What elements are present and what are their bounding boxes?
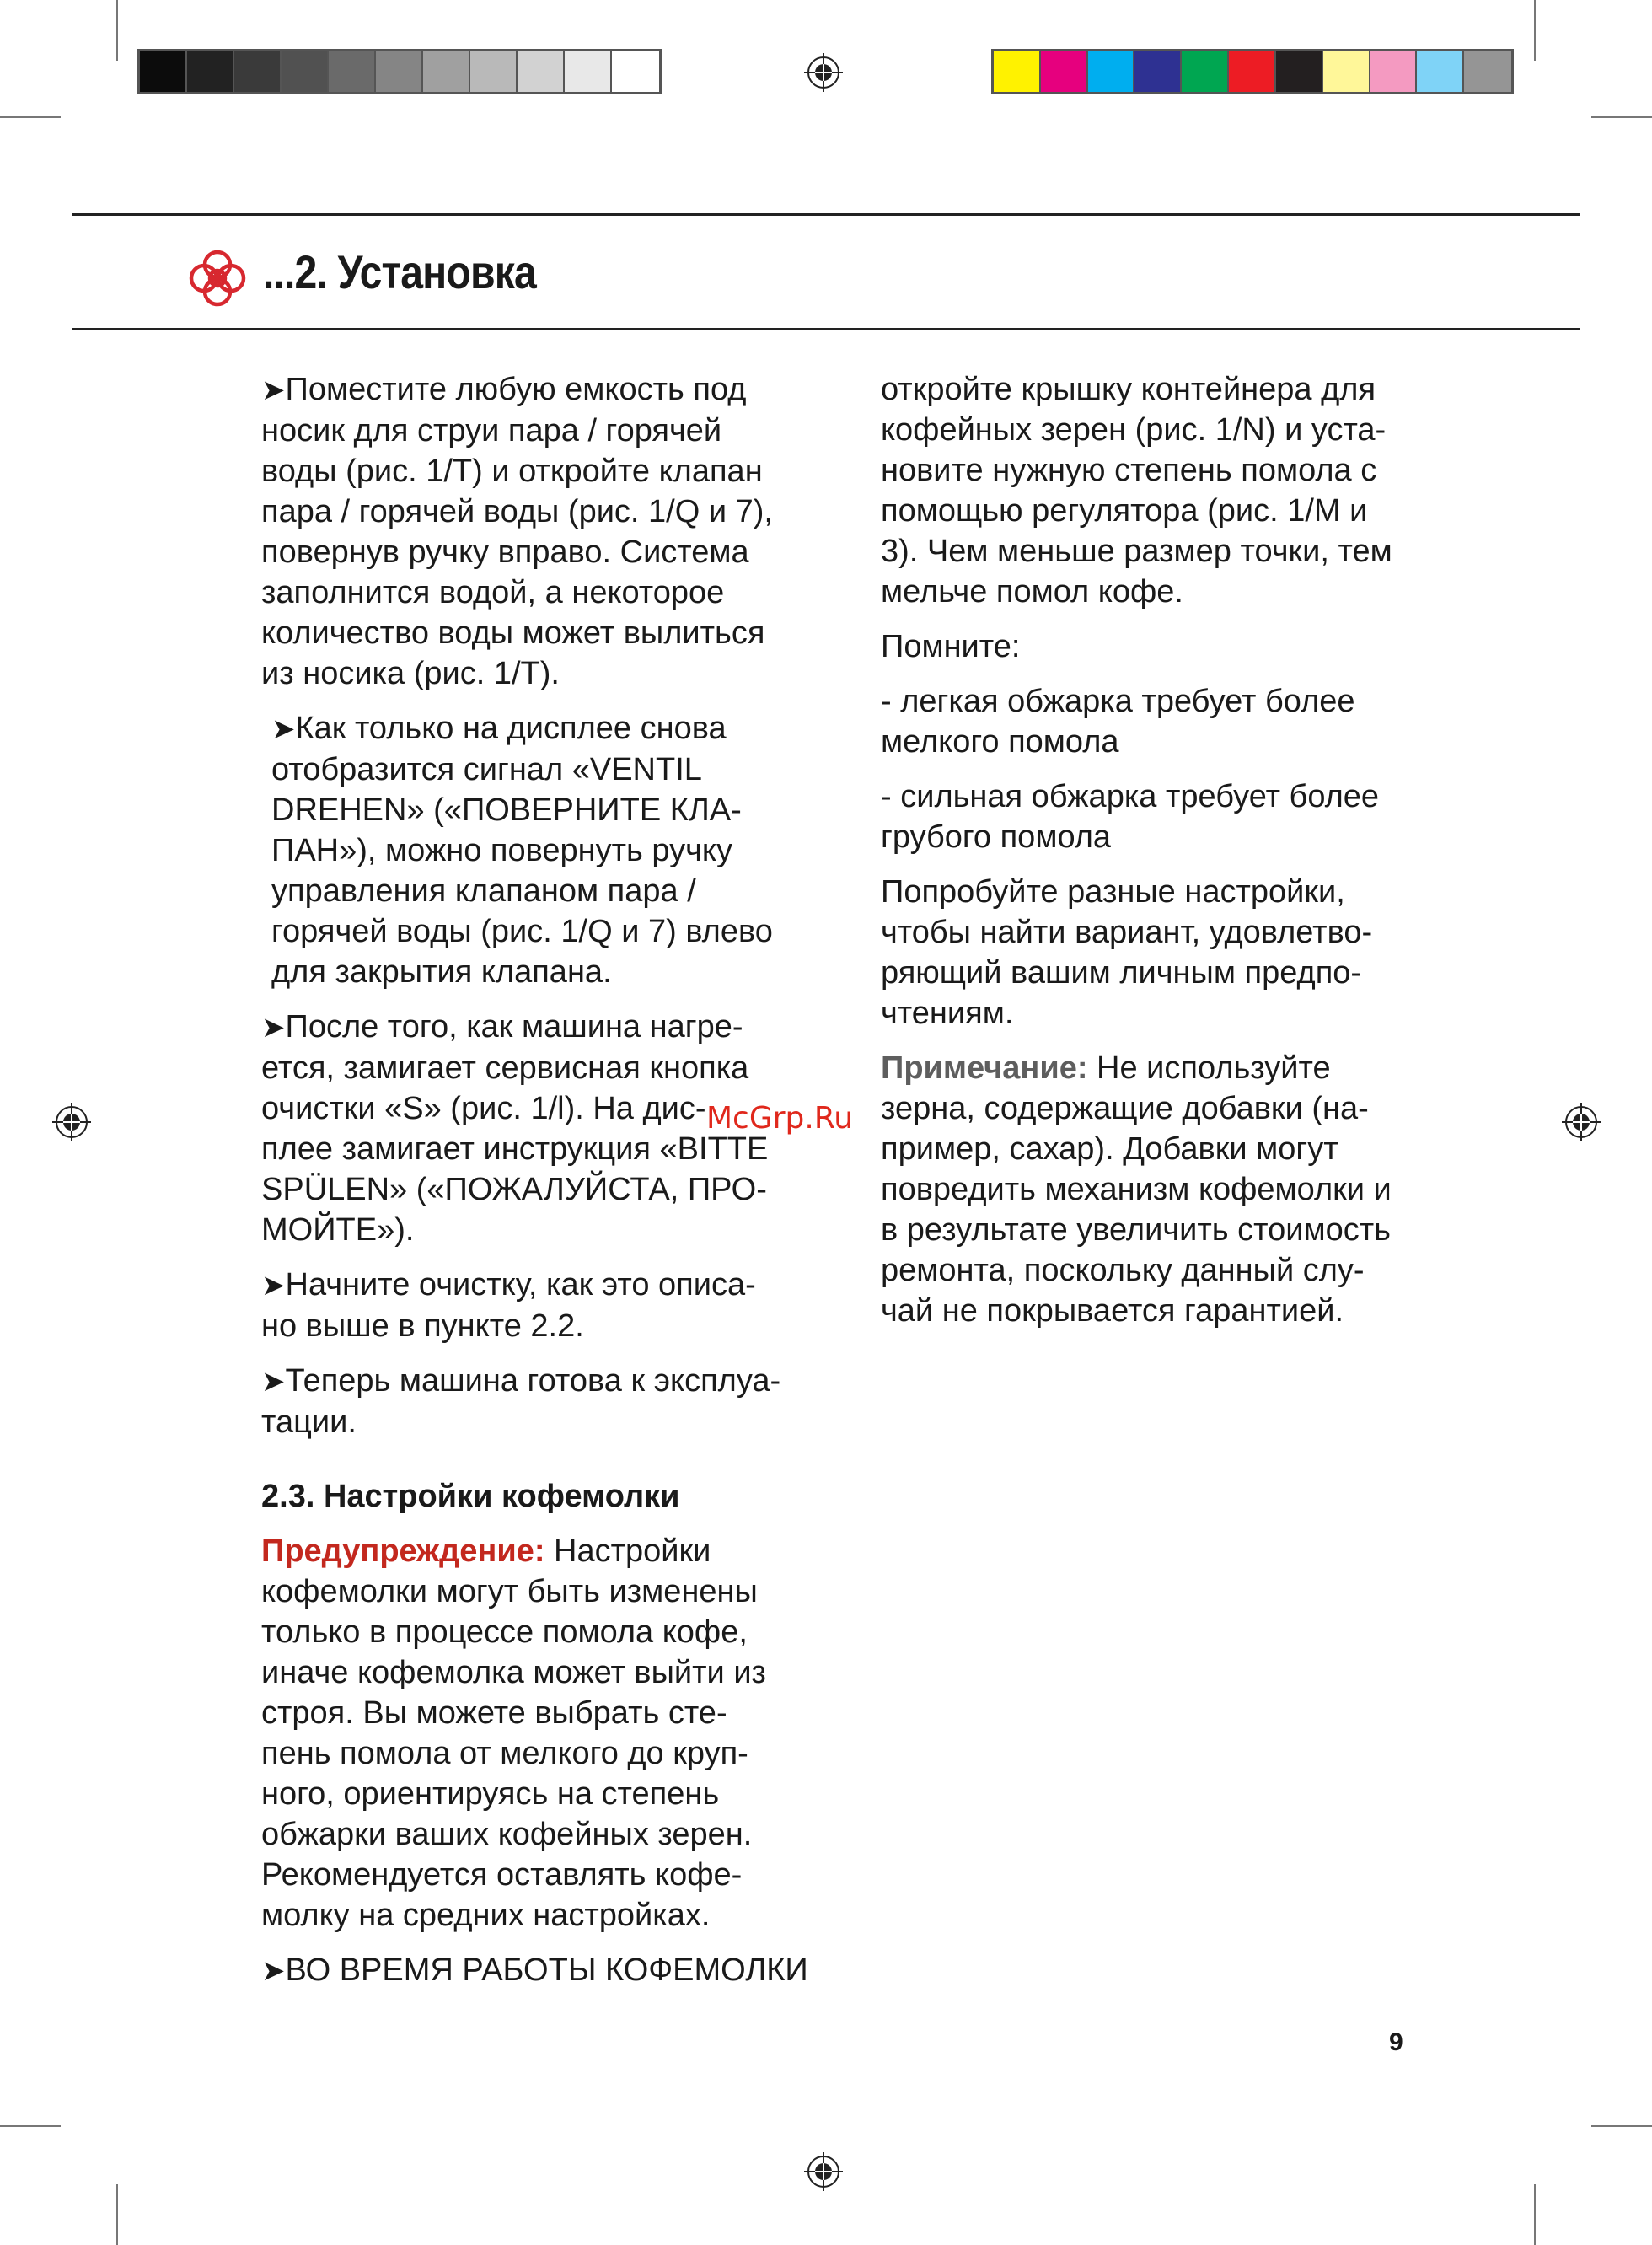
text-line: ➤Теперь машина готова к эксплуа- — [261, 1363, 781, 1399]
text-line: иначе кофемолка может выйти из — [261, 1655, 766, 1690]
text-line: мелкого помола — [881, 724, 1119, 760]
grayscale-color-bar — [137, 49, 662, 94]
color-swatch — [565, 51, 612, 92]
color-swatch — [1041, 51, 1088, 92]
text-line: из носика (рис. 1/T). — [261, 656, 560, 691]
bullet-item — [271, 708, 834, 992]
text-line: ется, замигает сервисная кнопка — [261, 1050, 749, 1086]
color-swatch — [1088, 51, 1135, 92]
crop-mark — [1534, 0, 1536, 61]
color-swatch — [1229, 51, 1276, 92]
page-number: 9 — [1389, 2028, 1403, 2056]
text-line: ПАН»), можно повернуть ручку — [271, 833, 732, 868]
dash-item — [881, 681, 1454, 762]
text-line: кофейных зерен (рис. 1/N) и уста- — [881, 412, 1386, 448]
color-swatch — [1464, 51, 1511, 92]
text-line: ремонта, поскольку данный слу- — [881, 1253, 1365, 1288]
text-line: новите нужную степень помола с — [881, 453, 1377, 488]
bullet-item — [261, 1361, 834, 1442]
text-line: плее замигает инструкция «BITTE — [261, 1131, 769, 1167]
text-line: заполнится водой, а некоторое — [261, 575, 725, 610]
text-line: отобразится сигнал «VENTIL — [271, 752, 702, 787]
text-line: SPÜLEN» («ПОЖАЛУЙСТА, ПРО- — [261, 1172, 767, 1207]
text-line: количество воды может вылиться — [261, 615, 765, 651]
text-line: ➤ВО ВРЕМЯ РАБОТЫ КОФЕМОЛКИ — [261, 1952, 808, 1988]
color-swatch — [1134, 51, 1182, 92]
bullet-arrow-icon: ➤ — [261, 1012, 286, 1044]
text-line: ➤Начните очистку, как это описа- — [261, 1267, 756, 1302]
bullet-item — [261, 369, 834, 694]
crop-mark — [116, 0, 118, 61]
section-heading: 2.3. Настройки кофемолки — [261, 1479, 680, 1514]
text-line: повредить механизм кофемолки и — [881, 1172, 1392, 1207]
crop-mark — [0, 2125, 61, 2127]
bullet-arrow-icon: ➤ — [261, 1270, 286, 1302]
bullet-item — [261, 1950, 834, 1991]
text-line: Попробуйте разные настройки, — [881, 874, 1345, 910]
note-paragraph — [881, 1048, 1454, 1331]
text-line: Рекомендуется оставлять кофе- — [261, 1857, 743, 1893]
text-line: ➤Как только на дисплее снова — [271, 711, 727, 746]
color-swatch — [329, 51, 376, 92]
text-line: мельче помол кофе. — [881, 574, 1183, 610]
page-title: ...2. Установка — [263, 245, 536, 298]
text-line: 3). Чем меньше размер точки, тем — [881, 534, 1392, 569]
text-line: МОЙТЕ»). — [261, 1212, 415, 1248]
watermark: McGrp.Ru — [706, 1101, 854, 1136]
color-swatch — [612, 51, 659, 92]
color-swatch — [994, 51, 1041, 92]
text-line: только в процессе помола кофе, — [261, 1614, 748, 1650]
paragraph — [881, 369, 1454, 612]
registration-mark-icon — [52, 1103, 91, 1141]
text-line: помощью регулятора (рис. 1/M и — [881, 493, 1368, 529]
crop-mark — [1591, 116, 1652, 118]
registration-mark-icon — [804, 2152, 843, 2191]
color-swatch — [187, 51, 234, 92]
text-line: но выше в пункте 2.2. — [261, 1308, 584, 1344]
text-line: откройте крышку контейнера для — [881, 372, 1376, 407]
text-line: грубого помола — [881, 819, 1112, 855]
remember-label: Помните: — [881, 629, 1021, 664]
text-line: в результате увеличить стоимость — [881, 1212, 1391, 1248]
text-line: чтениям. — [881, 996, 1014, 1031]
color-swatch — [282, 51, 329, 92]
registration-mark-icon — [804, 53, 843, 92]
color-swatch — [518, 51, 565, 92]
text-line: строя. Вы можете выбрать сте- — [261, 1695, 727, 1731]
text-line: пример, сахар). Добавки могут — [881, 1131, 1338, 1167]
text-line: чтобы найти вариант, удовлетво- — [881, 915, 1373, 950]
right-column — [881, 369, 1454, 1345]
color-swatch — [423, 51, 470, 92]
crop-mark — [1591, 2125, 1652, 2127]
text-line: пара / горячей воды (рис. 1/Q и 7), — [261, 494, 773, 529]
bullet-arrow-icon: ➤ — [271, 713, 296, 745]
color-swatch — [470, 51, 518, 92]
text-line: ного, ориентируясь на степень — [261, 1776, 720, 1812]
registration-mark-icon — [1562, 1103, 1601, 1141]
text-line: управления клапаном пара / — [271, 873, 696, 909]
text-line: обжарки ваших кофейных зерен. — [261, 1817, 753, 1852]
warning-paragraph — [261, 1531, 834, 1936]
header-top-rule — [72, 213, 1580, 216]
note-label: Примечание: — [881, 1050, 1088, 1086]
color-swatch — [234, 51, 282, 92]
color-swatch — [376, 51, 423, 92]
color-swatch — [1370, 51, 1418, 92]
text-line: горячей воды (рис. 1/Q и 7) влево — [271, 914, 773, 949]
text-line: для закрытия клапана. — [271, 954, 612, 990]
dash-item — [881, 776, 1454, 857]
text-line: Предупреждение: Настройки — [261, 1533, 711, 1569]
left-column — [261, 369, 834, 2006]
text-line: зерна, содержащие добавки (на- — [881, 1091, 1369, 1126]
text-line: очистки «S» (рис. 1/l). На дис- — [261, 1091, 706, 1126]
text-line: тации. — [261, 1404, 357, 1440]
text-line: DREHEN» («ПОВЕРНИТЕ КЛА- — [271, 792, 742, 828]
text-line: - сильная обжарка требует более — [881, 779, 1380, 814]
crop-mark — [116, 2184, 118, 2245]
text-line: ➤Поместите любую емкость под — [261, 372, 747, 407]
flower-logo-icon — [185, 246, 249, 310]
paragraph — [881, 872, 1454, 1034]
bullet-arrow-icon: ➤ — [261, 1366, 286, 1398]
text-line: повернув ручку вправо. Система — [261, 534, 749, 570]
text-line: кофемолки могут быть изменены — [261, 1574, 758, 1609]
crop-mark — [0, 116, 61, 118]
text-line: чай не покрывается гарантией. — [881, 1293, 1344, 1329]
color-swatch — [1417, 51, 1464, 92]
text-line: ряющий вашим личным предпо- — [881, 955, 1362, 991]
process-color-bar — [991, 49, 1514, 94]
color-swatch — [1323, 51, 1370, 92]
crop-mark — [1534, 2184, 1536, 2245]
warning-label: Предупреждение: — [261, 1533, 545, 1569]
text-line: воды (рис. 1/T) и откройте клапан — [261, 454, 763, 489]
text-line: молку на средних настройках. — [261, 1898, 711, 1933]
header-bottom-rule — [72, 328, 1580, 330]
color-swatch — [140, 51, 187, 92]
text-line: Примечание: Не используйте — [881, 1050, 1331, 1086]
color-swatch — [1182, 51, 1229, 92]
bullet-arrow-icon: ➤ — [261, 1955, 286, 1987]
text-line: - легкая обжарка требует более — [881, 684, 1355, 719]
color-swatch — [1276, 51, 1323, 92]
text-line: пень помола от мелкого до круп- — [261, 1736, 748, 1771]
bullet-arrow-icon: ➤ — [261, 374, 286, 406]
text-line: ➤После того, как машина нагре- — [261, 1009, 743, 1045]
text-line: носик для струи пара / горячей — [261, 413, 722, 448]
bullet-item — [261, 1265, 834, 1346]
